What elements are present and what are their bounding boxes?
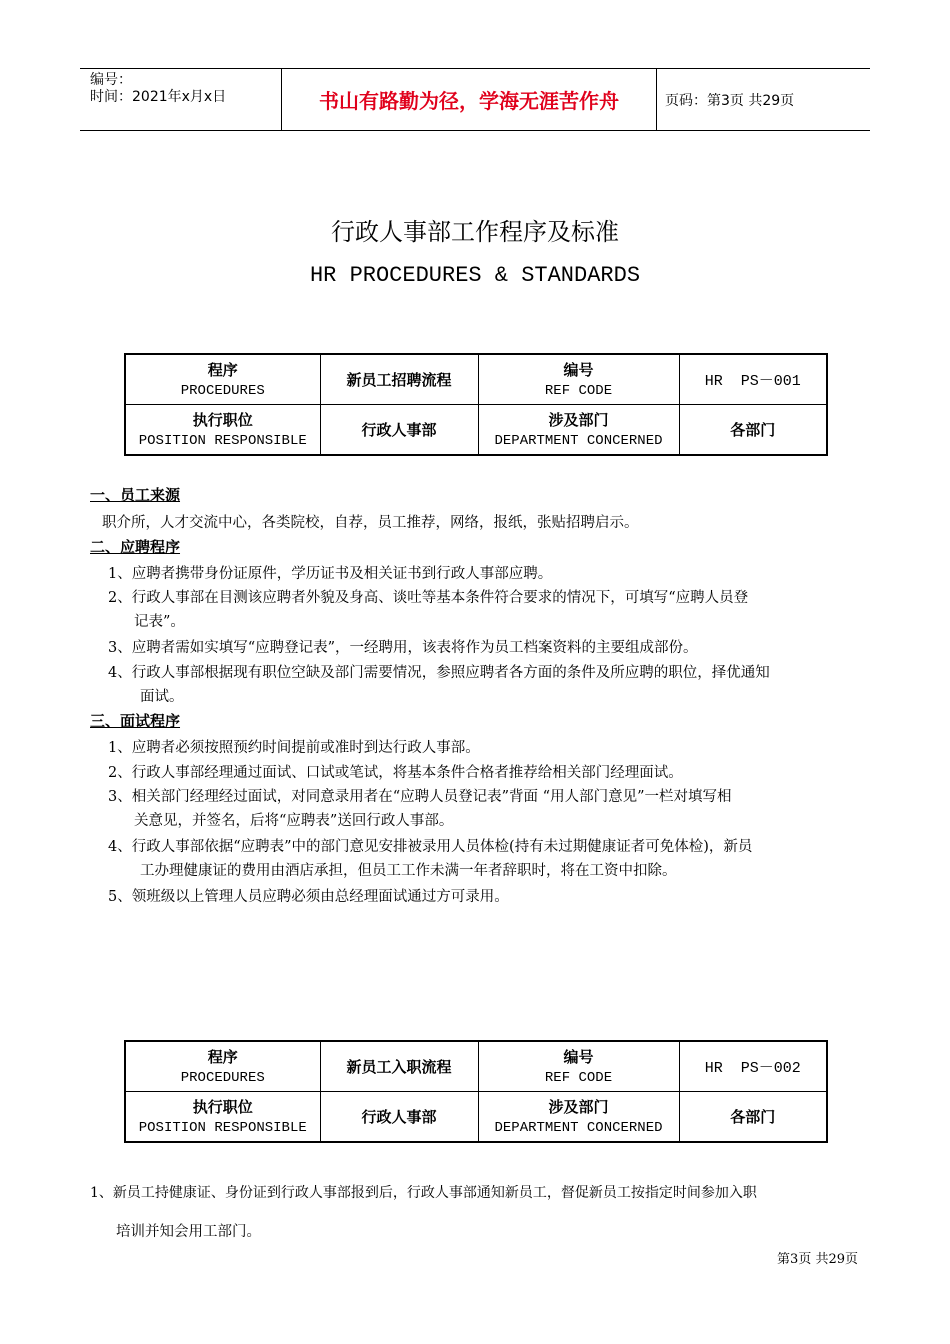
list-item: 4、行政人事部根据现有职位空缺及部门需要情况，参照应聘者各方面的条件及所应聘的职位，择优通知 <box>108 665 770 681</box>
list-item: 2、行政人事部经理通过面试、口试或笔试，将基本条件合格者推荐给相关部门经理面试。 <box>108 765 683 781</box>
section-heading-application: 二、应聘程序 <box>90 538 181 556</box>
department-cn: 涉及部门 <box>548 1097 609 1116</box>
department-header <box>478 1092 679 1143</box>
procedure-name: 新员工入职流程 <box>320 1041 478 1092</box>
date-label: 时间：2021年x月x日 <box>90 89 227 105</box>
entry-step-1: 1、新员工持健康证、身份证到行政人事部报到后，行政人事部通知新员工，督促新员工按指定时间参加入职 <box>90 1185 757 1201</box>
department-cn: 涉及部门 <box>548 410 609 429</box>
position-value: 行政人事部 <box>320 1092 478 1143</box>
department-en: DEPARTMENT CONCERNED <box>494 432 663 449</box>
department-header <box>478 405 679 456</box>
list-item: 4、行政人事部依据“应聘表”中的部门意见安排被录用人员体检(持有未过期健康证者可免体检)，新员 <box>108 839 753 855</box>
department-en: DEPARTMENT CONCERNED <box>494 1119 663 1136</box>
header-meta <box>80 69 281 130</box>
section-heading-interview: 三、面试程序 <box>90 712 181 730</box>
procedures-en: PROCEDURES <box>180 382 265 399</box>
list-item-continuation: 面试。 <box>140 689 184 705</box>
page-label: 页码：第3页 共29页 <box>665 92 795 109</box>
procedures-cn: 程序 <box>207 360 238 379</box>
list-item: 3、应聘者需如实填写“应聘登记表”，一经聘用，该表将作为员工档案资料的主要组成部份。 <box>108 640 698 656</box>
position-en: POSITION RESPONSIBLE <box>138 1119 307 1136</box>
position-value: 行政人事部 <box>320 405 478 456</box>
position-cn: 执行职位 <box>192 410 253 429</box>
list-item: 3、相关部门经理经过面试，对同意录用者在“应聘人员登记表”背面 “用人部门意见”一栏对填写相 <box>108 789 732 805</box>
position-en: POSITION RESPONSIBLE <box>138 432 307 449</box>
entry-step-1-continuation: 培训并知会用工部门。 <box>116 1224 261 1240</box>
position-header <box>125 405 320 456</box>
list-item: 1、应聘者必须按照预约时间提前或准时到达行政人事部。 <box>108 740 480 756</box>
position-header <box>125 1092 320 1143</box>
procedure-table-1 <box>124 353 828 456</box>
section-heading-sources: 一、员工来源 <box>90 486 181 504</box>
section-text-sources: 职介所，人才交流中心，各类院校，自荐，员工推荐，网络，报纸，张贴招聘启示。 <box>102 515 639 531</box>
position-cn: 执行职位 <box>192 1097 253 1116</box>
procedures-cn: 程序 <box>207 1047 238 1066</box>
list-item: 5、领班级以上管理人员应聘必须由总经理面试通过方可录用。 <box>108 889 509 905</box>
page-header <box>80 68 870 131</box>
ref-code-value: HR PS－001 <box>679 354 827 405</box>
document-title-en: HR PROCEDURES & STANDARDS <box>309 263 641 288</box>
department-value: 各部门 <box>679 1092 827 1143</box>
motto: 书山有路勤为径，学海无涯苦作舟 <box>281 69 657 130</box>
procedures-en: PROCEDURES <box>180 1069 265 1086</box>
ref-cn: 编号 <box>563 360 594 379</box>
ref-code-header <box>478 354 679 405</box>
list-item-continuation: 记表”。 <box>134 614 185 630</box>
ref-cn: 编号 <box>563 1047 594 1066</box>
number-label: 编号： <box>90 72 132 88</box>
procedures-header <box>125 1041 320 1092</box>
procedure-table-2 <box>124 1040 828 1143</box>
list-item: 2、行政人事部在目测该应聘者外貌及身高、谈吐等基本条件符合要求的情况下，可填写“应聘人员登 <box>108 590 749 606</box>
ref-code-header <box>478 1041 679 1092</box>
ref-en: REF CODE <box>544 382 613 399</box>
list-item-continuation: 工办理健康证的费用由酒店承担，但员工工作未满一年者辞职时，将在工资中扣除。 <box>140 863 677 879</box>
document-title-cn: 行政人事部工作程序及标准 <box>331 218 619 246</box>
list-item-continuation: 关意见，并签名，后将“应聘表”送回行政人事部。 <box>134 813 454 829</box>
list-item: 1、应聘者携带身份证原件，学历证书及相关证书到行政人事部应聘。 <box>108 566 553 582</box>
ref-en: REF CODE <box>544 1069 613 1086</box>
ref-code-value: HR PS－002 <box>679 1041 827 1092</box>
procedures-header <box>125 354 320 405</box>
page-footer: 第3页 共29页 <box>777 1252 858 1267</box>
department-value: 各部门 <box>679 405 827 456</box>
procedure-name: 新员工招聘流程 <box>320 354 478 405</box>
